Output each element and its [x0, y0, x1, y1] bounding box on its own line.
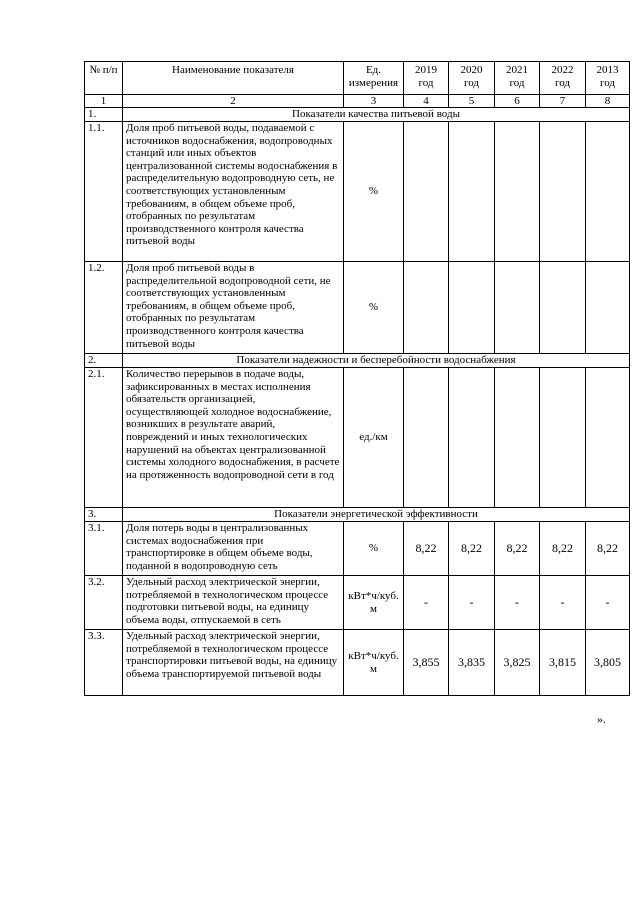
- indicator-value: [449, 368, 495, 508]
- indicator-unit: ед./км: [344, 368, 404, 508]
- indicator-value: [449, 122, 495, 262]
- indicator-name: Удельный расход электрической энергии, потребляемой в технологическом процессе транспортировки питьевой воды, на единицу объема транспортируемой питьевой воды: [123, 630, 344, 696]
- indicator-value: [495, 262, 540, 354]
- indicators-document: [84, 61, 630, 696]
- indicator-row: [85, 576, 630, 630]
- indicator-value: [449, 262, 495, 354]
- indicator-num: 1.2.: [85, 262, 123, 354]
- column-number: 3: [344, 95, 404, 108]
- indicator-value: [495, 122, 540, 262]
- indicator-name: Доля проб питьевой воды, подаваемой с источников водоснабжения, водопроводных станций или иных объектов централизованной системы водоснабжения в распределительную водопроводную сеть, не соответствующих установленным требованиям, в общем объеме проб, отобранных по результатам производственного контроля качества питьевой воды: [123, 122, 344, 262]
- indicator-unit: %: [344, 262, 404, 354]
- indicator-value: [540, 262, 586, 354]
- indicator-value: 3,835: [449, 630, 495, 696]
- header-year: 2020 год: [449, 62, 495, 95]
- column-number: 7: [540, 95, 586, 108]
- indicator-value: 8,22: [586, 522, 630, 576]
- header-year: 2022 год: [540, 62, 586, 95]
- indicator-value: -: [495, 576, 540, 630]
- table-body: [85, 62, 630, 696]
- column-number: 1: [85, 95, 123, 108]
- indicator-num: 3.3.: [85, 630, 123, 696]
- indicator-row: [85, 368, 630, 508]
- header-year: 2013 год: [586, 62, 630, 95]
- table-header-row: [85, 62, 630, 95]
- indicator-value: [586, 262, 630, 354]
- column-number: 8: [586, 95, 630, 108]
- section-row: [85, 108, 630, 122]
- indicator-num: 2.1.: [85, 368, 123, 508]
- column-number: 6: [495, 95, 540, 108]
- column-number-row: [85, 95, 630, 108]
- column-number: 2: [123, 95, 344, 108]
- header-name: Наименование показателя: [123, 62, 344, 95]
- indicator-num: 3.2.: [85, 576, 123, 630]
- indicator-unit: %: [344, 122, 404, 262]
- section-num: 2.: [85, 354, 123, 368]
- indicator-value: [540, 122, 586, 262]
- section-title: Показатели энергетической эффективности: [123, 508, 630, 522]
- header-num: № п/п: [85, 62, 123, 95]
- indicator-value: [404, 122, 449, 262]
- indicator-name: Удельный расход электрической энергии, потребляемой в технологическом процессе подготовки питьевой воды, на единицу объема воды, отпускаемой в сеть: [123, 576, 344, 630]
- indicator-value: [586, 122, 630, 262]
- indicator-unit: %: [344, 522, 404, 576]
- indicator-value: 8,22: [540, 522, 586, 576]
- indicator-value: [495, 368, 540, 508]
- section-num: 3.: [85, 508, 123, 522]
- indicator-row: [85, 522, 630, 576]
- indicator-row: [85, 122, 630, 262]
- indicator-value: [540, 368, 586, 508]
- header-year: 2019 год: [404, 62, 449, 95]
- indicator-value: 3,855: [404, 630, 449, 696]
- indicator-value: -: [586, 576, 630, 630]
- indicator-name: Количество перерывов в подаче воды, зафиксированных в местах исполнения обязательств организацией, осуществляющей холодное водоснабжение, возникших в результате аварий, повреждений и иных технологических нарушений на объектах централизованной системы холодного водоснабжения, в расчете на протяженность водопроводной сети в год: [123, 368, 344, 508]
- indicator-row: [85, 630, 630, 696]
- indicator-value: 8,22: [495, 522, 540, 576]
- indicator-name: Доля потерь воды в централизованных системах водоснабжения при транспортировке в общем объеме воды, поданной в водопроводную сеть: [123, 522, 344, 576]
- indicator-value: 3,805: [586, 630, 630, 696]
- header-unit: Ед. измерения: [344, 62, 404, 95]
- indicator-value: -: [449, 576, 495, 630]
- indicator-value: [404, 262, 449, 354]
- indicator-num: 3.1.: [85, 522, 123, 576]
- section-row: [85, 508, 630, 522]
- indicator-value: [586, 368, 630, 508]
- indicator-name: Доля проб питьевой воды в распределительной водопроводной сети, не соответствующих установленным требованиям, в общем объеме проб, отобранных по результатам производственного контроля качества питьевой воды: [123, 262, 344, 354]
- indicator-unit: кВт*ч/куб. м: [344, 630, 404, 696]
- section-row: [85, 354, 630, 368]
- indicator-value: 3,825: [495, 630, 540, 696]
- indicator-value: 8,22: [449, 522, 495, 576]
- indicator-value: 8,22: [404, 522, 449, 576]
- section-title: Показатели качества питьевой воды: [123, 108, 630, 122]
- section-title: Показатели надежности и бесперебойности водоснабжения: [123, 354, 630, 368]
- indicator-value: 3,815: [540, 630, 586, 696]
- indicators-table: [84, 61, 630, 696]
- indicator-num: 1.1.: [85, 122, 123, 262]
- indicator-value: [404, 368, 449, 508]
- section-num: 1.: [85, 108, 123, 122]
- column-number: 5: [449, 95, 495, 108]
- indicator-value: -: [404, 576, 449, 630]
- closing-quote: ».: [597, 712, 606, 726]
- header-year: 2021 год: [495, 62, 540, 95]
- indicator-row: [85, 262, 630, 354]
- indicator-unit: кВт*ч/куб. м: [344, 576, 404, 630]
- column-number: 4: [404, 95, 449, 108]
- indicator-value: -: [540, 576, 586, 630]
